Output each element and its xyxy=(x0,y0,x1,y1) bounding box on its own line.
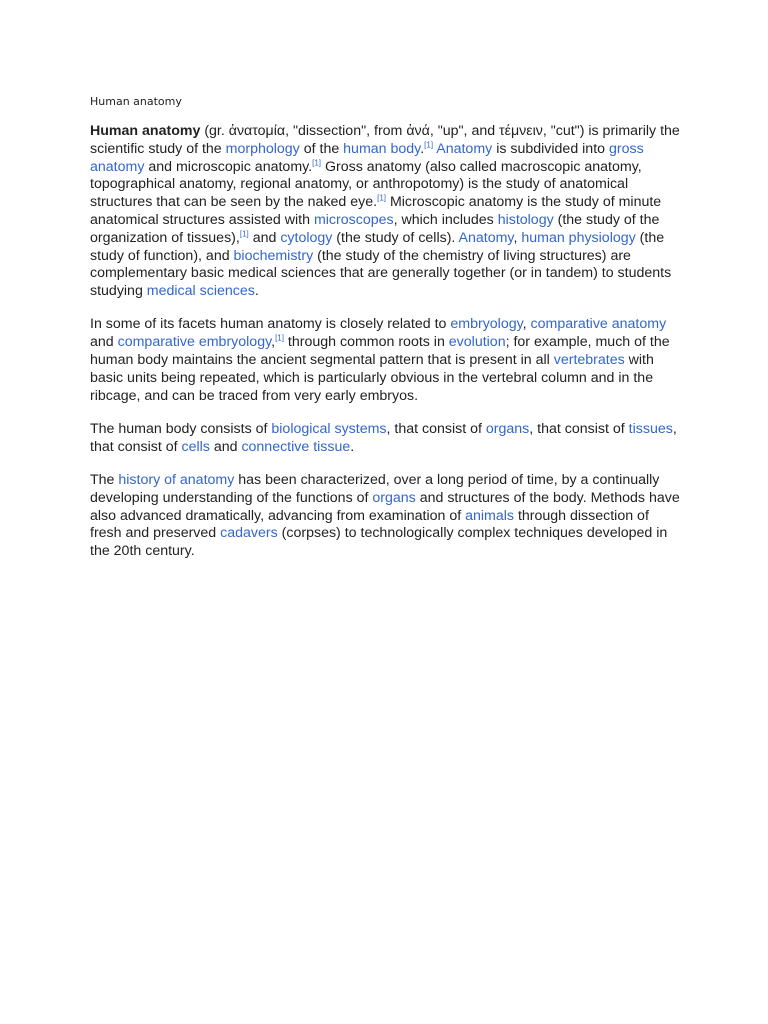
link-tissues[interactable]: tissues xyxy=(628,420,673,437)
text-run: , xyxy=(522,316,531,333)
text-run: . xyxy=(350,438,355,455)
paragraph xyxy=(90,472,680,561)
text-run: and xyxy=(90,334,118,351)
text-run: , which includes xyxy=(393,211,498,228)
text-run: and structures of the body. Methods have also advanced dramatically, advancing from examination of xyxy=(90,489,680,524)
link-evolution[interactable]: evolution xyxy=(448,334,506,351)
text-run: through common roots in xyxy=(283,334,449,351)
link-organs[interactable]: organs xyxy=(485,420,530,437)
citation-ref[interactable]: [1] xyxy=(275,333,284,343)
link-anatomy[interactable]: Anatomy xyxy=(436,140,493,157)
link-human-body[interactable]: human body xyxy=(343,140,421,157)
text-run: , that consist of xyxy=(90,420,677,455)
link-histology[interactable]: histology xyxy=(497,211,554,228)
text-run: The xyxy=(90,472,119,489)
citation-ref[interactable]: [1] xyxy=(239,229,249,239)
text-run: The human body consists of xyxy=(90,420,272,437)
link-connective-tissue[interactable]: connective tissue xyxy=(241,438,351,455)
document-title: Human anatomy xyxy=(90,95,182,108)
link-human-physiology[interactable]: human physiology xyxy=(521,229,636,246)
link-animals[interactable]: animals xyxy=(465,507,515,524)
text-run: (the study of cells). xyxy=(332,229,459,246)
link-medical-sciences[interactable]: medical sciences xyxy=(146,283,255,300)
link-gross-anatomy[interactable]: gross anatomy xyxy=(90,140,644,175)
paragraph xyxy=(90,123,680,301)
link-cadavers[interactable]: cadavers xyxy=(220,525,278,542)
link-anatomy[interactable]: Anatomy xyxy=(458,229,514,246)
text-run: , xyxy=(513,229,522,246)
text-run: of the xyxy=(299,140,344,157)
citation-ref[interactable]: [1] xyxy=(312,157,322,167)
link-organs[interactable]: organs xyxy=(372,489,416,506)
text-run: and xyxy=(248,229,281,246)
link-vertebrates[interactable]: vertebrates xyxy=(553,352,625,369)
link-comparative-anatomy[interactable]: comparative anatomy xyxy=(530,316,667,333)
paragraph xyxy=(90,316,680,405)
link-comparative-embryology[interactable]: comparative embryology xyxy=(117,334,272,351)
article-body xyxy=(90,123,680,561)
text-run: , that consist of xyxy=(529,420,629,437)
text-run: and xyxy=(209,438,242,455)
link-cells[interactable]: cells xyxy=(181,438,210,455)
text-run: In some of its facets human anatomy is closely related to xyxy=(90,316,451,333)
paragraph xyxy=(90,421,680,457)
text-run: has been characterized, over a long period of time, by a continually developing understanding of the functions of xyxy=(90,472,660,506)
text-run: . xyxy=(254,283,259,300)
link-cytology[interactable]: cytology xyxy=(280,229,333,246)
text-run: is subdivided into xyxy=(492,140,609,157)
bold-term: Human anatomy xyxy=(90,123,201,139)
link-history-of-anatomy[interactable]: history of anatomy xyxy=(118,472,235,489)
link-morphology[interactable]: morphology xyxy=(225,140,300,157)
citation-ref[interactable]: [1] xyxy=(377,193,386,203)
text-run: (the study of function), and xyxy=(90,229,665,264)
text-run: (gr. ἀνατομία, "dissection", from ἀνά, "up", and τέμνειν, "cut") is primarily the scientific study of the xyxy=(90,123,680,157)
link-biochemistry[interactable]: biochemistry xyxy=(233,247,314,264)
text-run: (the study of the chemistry of living structures) are complementary basic medical sciences that are generally together (or in tandem) to students studying xyxy=(90,247,672,300)
text-run: with basic units being repeated, which is particularly obvious in the vertebral column and in the ribcage, and can be traced from very early embryos. xyxy=(90,352,654,404)
text-run: . xyxy=(420,140,425,157)
text-run: through dissection of fresh and preserved xyxy=(90,507,649,542)
link-embryology[interactable]: embryology xyxy=(450,316,523,333)
text-run: (corpses) to technologically complex techniques developed in the 20th century. xyxy=(90,525,668,560)
link-microscopes[interactable]: microscopes xyxy=(313,211,394,228)
text-run: Microscopic anatomy is the study of minute anatomical structures assisted with xyxy=(90,194,662,228)
link-biological-systems[interactable]: biological systems xyxy=(271,420,387,437)
text-run: (the study of the organization of tissues), xyxy=(90,211,660,246)
text-run: Gross anatomy (also called macroscopic anatomy, topographical anatomy, regional anatomy, or anthropotomy) is the study of anatomical structures that can be seen by the naked eye. xyxy=(90,158,642,211)
citation-ref[interactable]: [1] xyxy=(424,140,434,150)
text-run: ; for example, much of the human body maintains the ancient segmental pattern that is present in all xyxy=(90,334,670,369)
text-run: , that consist of xyxy=(386,420,486,437)
text-run: , xyxy=(271,334,276,351)
document-page xyxy=(90,95,680,577)
text-run: and microscopic anatomy. xyxy=(144,158,313,175)
